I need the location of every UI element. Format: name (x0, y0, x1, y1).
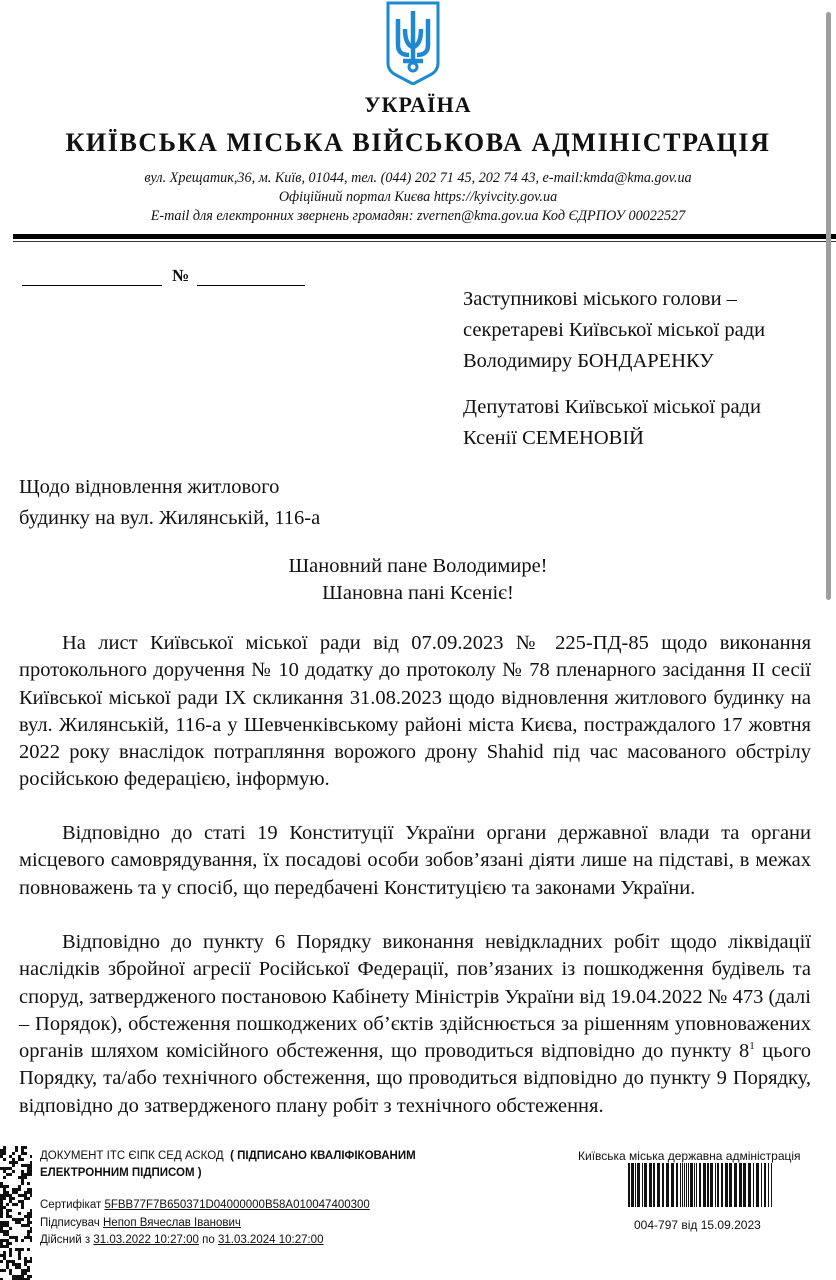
superscript: 1 (749, 1040, 755, 1053)
certificate-label: Сертифікат (40, 1199, 102, 1211)
header-divider-thick (13, 234, 836, 239)
valid-to-value: 31.03.2024 10:27:00 (217, 1234, 324, 1246)
body-paragraph: На лист Київської міської ради від 07.09.2023 № 225-ПД-85 щодо виконання протокольного доручення № 10 додатку до протоколу № 78 пленарного засідання ІІ сесії Київської міської ради ІХ скликання 31.08.2023 щодо відновлення житлового будинку на вул. Жилянській, 116-а у Шевченківському районі міста Києва, постраждалого 17 жовтня 2022 року внаслідок потрапляння ворожого дрону Shahid під час масованого обстрілу російською федерацією, інформую. (19, 632, 811, 791)
letter-subject (19, 472, 439, 534)
signer-row (40, 1215, 370, 1233)
registry-organization: Київська міська державна адміністрація (578, 1149, 801, 1163)
body-paragraph: Відповідно до статі 19 Конституції України органи державної влади та органи місцевого самоврядування, їх посадові особи зобов’язані діяти лише на підставі, в межах повноважень та у спосіб, що передбачені Конституцією та законами України. (19, 822, 811, 899)
contact-portal: Офіційний портал Києва https://kyivcity.gov.ua (278, 189, 558, 205)
signature-details (40, 1197, 370, 1250)
organization-title: КИЇВСЬКА МІСЬКА ВІЙСЬКОВА АДМІНІСТРАЦІЯ (65, 128, 771, 157)
registry-number: 004-797 від 15.09.2023 (634, 1218, 761, 1232)
country-title: УКРАЇНА (364, 92, 472, 117)
vertical-scrollbar[interactable] (826, 12, 831, 600)
contact-email: E-mail для електронних звернень громадян: zvernen@kma.gov.ua Код ЄДРПОУ 00022527 (150, 208, 686, 224)
validity-row (40, 1232, 370, 1250)
valid-from-value: 31.03.2022 10:27:00 (93, 1234, 199, 1246)
signature-header (40, 1148, 470, 1182)
certificate-row (40, 1197, 370, 1215)
subject-line: Щодо відновлення житлового (19, 476, 280, 498)
subject-line: будинку на вул. Жилянській, 116-а (19, 507, 321, 529)
recipient-block (463, 284, 823, 377)
valid-from-label: Дійсний з (40, 1234, 91, 1246)
recipient-line: Володимиру БОНДАРЕНКУ (463, 350, 714, 372)
recipient-line: Ксенії СЕМЕНОВІЙ (463, 427, 644, 449)
number-sign: № (172, 266, 190, 285)
paragraph-text: цього Порядку, та/або технічного обстеження, що проводиться відповідно до пункту 9 Порядку, відповідно до затвердженого плану робіт з технічного обстеження. (19, 1040, 812, 1117)
registration-number-blank (197, 267, 305, 286)
paragraph-text: Відповідно до пункту 6 Порядку виконання невідкладних робіт щодо ліквідації наслідків збройної агресії Російської Федерації, пов’язаних із пошкодження будівель та споруд, затвердженого постановою Кабінету Міністрів України від 19.04.2022 № 473 (далі – Порядок), обстеження пошкоджених об’єктів здійснюється за рішенням уповноважених органів шляхом комісійного обстеження, що проводиться відповідно до пункту 8 (19, 931, 811, 1063)
tryzub-coat-of-arms-icon (385, 1, 441, 85)
greeting-line: Шановна пані Ксеніє! (322, 582, 514, 604)
certificate-value: 5FBB77F7B650371D04000000B58A010047400300 (104, 1199, 370, 1211)
recipient-line: секретареві Київської міської ради (463, 319, 766, 341)
recipient-block (463, 392, 823, 454)
greeting-line: Шановний пане Володимире! (288, 555, 548, 577)
signed-label: ( ПІДПИСАНО КВАЛІФІКОВАНИМ ЕЛЕКТРОННИМ ПІДПИСОМ ) (40, 1150, 416, 1179)
recipient-line: Депутатові Київської міської ради (463, 396, 761, 418)
qr-code-icon (0, 1146, 32, 1280)
valid-to-label: по (202, 1234, 215, 1246)
body-paragraph (19, 929, 811, 1120)
registration-line (22, 266, 305, 286)
contact-address: вул. Хрещатик,36, м. Київ, 01044, тел. (044) 202 71 45, 202 74 43, e-mail:kmda@kma.gov.ua (144, 170, 692, 186)
header-divider-thin (13, 241, 836, 242)
signer-label: Підписувач (40, 1216, 100, 1229)
recipient-line: Заступникові міського голови – (463, 288, 737, 310)
signer-value: Непоп Вячеслав Іванович (103, 1216, 241, 1229)
barcode-icon (628, 1163, 772, 1207)
doc-system-label: ДОКУМЕНТ ІТС ЄІПК СЕД АСКОД (40, 1150, 224, 1162)
registration-date-blank (22, 267, 162, 286)
